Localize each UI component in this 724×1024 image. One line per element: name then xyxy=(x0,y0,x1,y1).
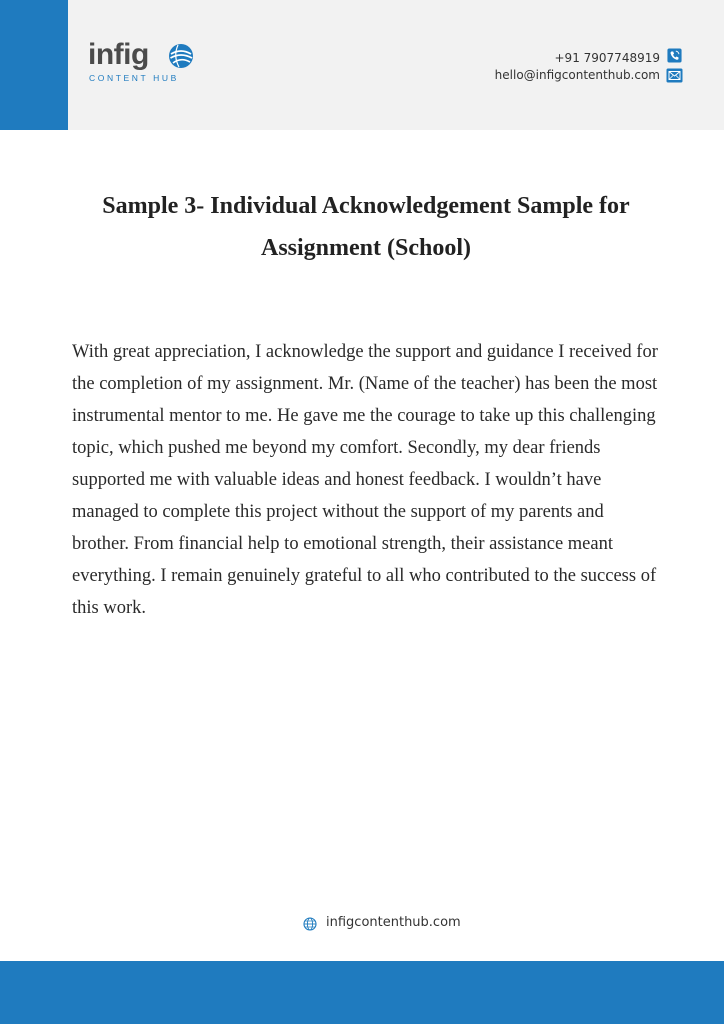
header-accent-bar xyxy=(0,0,68,130)
logo-subtitle: CONTENT HUB xyxy=(89,73,179,83)
brand-logo[interactable] xyxy=(88,40,208,88)
phone-icon xyxy=(666,48,683,63)
contact-email[interactable]: hello@infigcontenthub.com xyxy=(494,68,660,82)
logo-wordmark: infig xyxy=(88,38,149,71)
footer-bar xyxy=(0,961,724,1024)
logo-globe-icon xyxy=(168,43,194,69)
globe-icon xyxy=(303,917,317,931)
title-line-2: Assignment (School) xyxy=(260,235,471,261)
page-header xyxy=(0,0,724,130)
mail-icon xyxy=(666,68,683,83)
title-line-1: Sample 3- Individual Acknowledgement Sample for xyxy=(102,193,630,219)
acknowledgement-paragraph: With great appreciation, I acknowledge the support and guidance I received for the completion of my assignment. Mr. (Name of the teacher) has been the most instrumental mentor to me. He gave me the courage to take up this challenging topic, which pushed me beyond my comfort. Secondly, my dear friends supported me with valuable ideas and honest feedback. I wouldn’t have managed to complete this project without the support of my parents and brother. From financial help to emotional strength, their assistance meant everything. I remain genuinely grateful to all who contributed to the success of this work. xyxy=(72,342,658,618)
footer-website-text: infigcontenthub.com xyxy=(326,915,461,930)
document-title xyxy=(60,185,672,269)
contact-phone[interactable]: +91 7907748919 xyxy=(554,51,660,65)
